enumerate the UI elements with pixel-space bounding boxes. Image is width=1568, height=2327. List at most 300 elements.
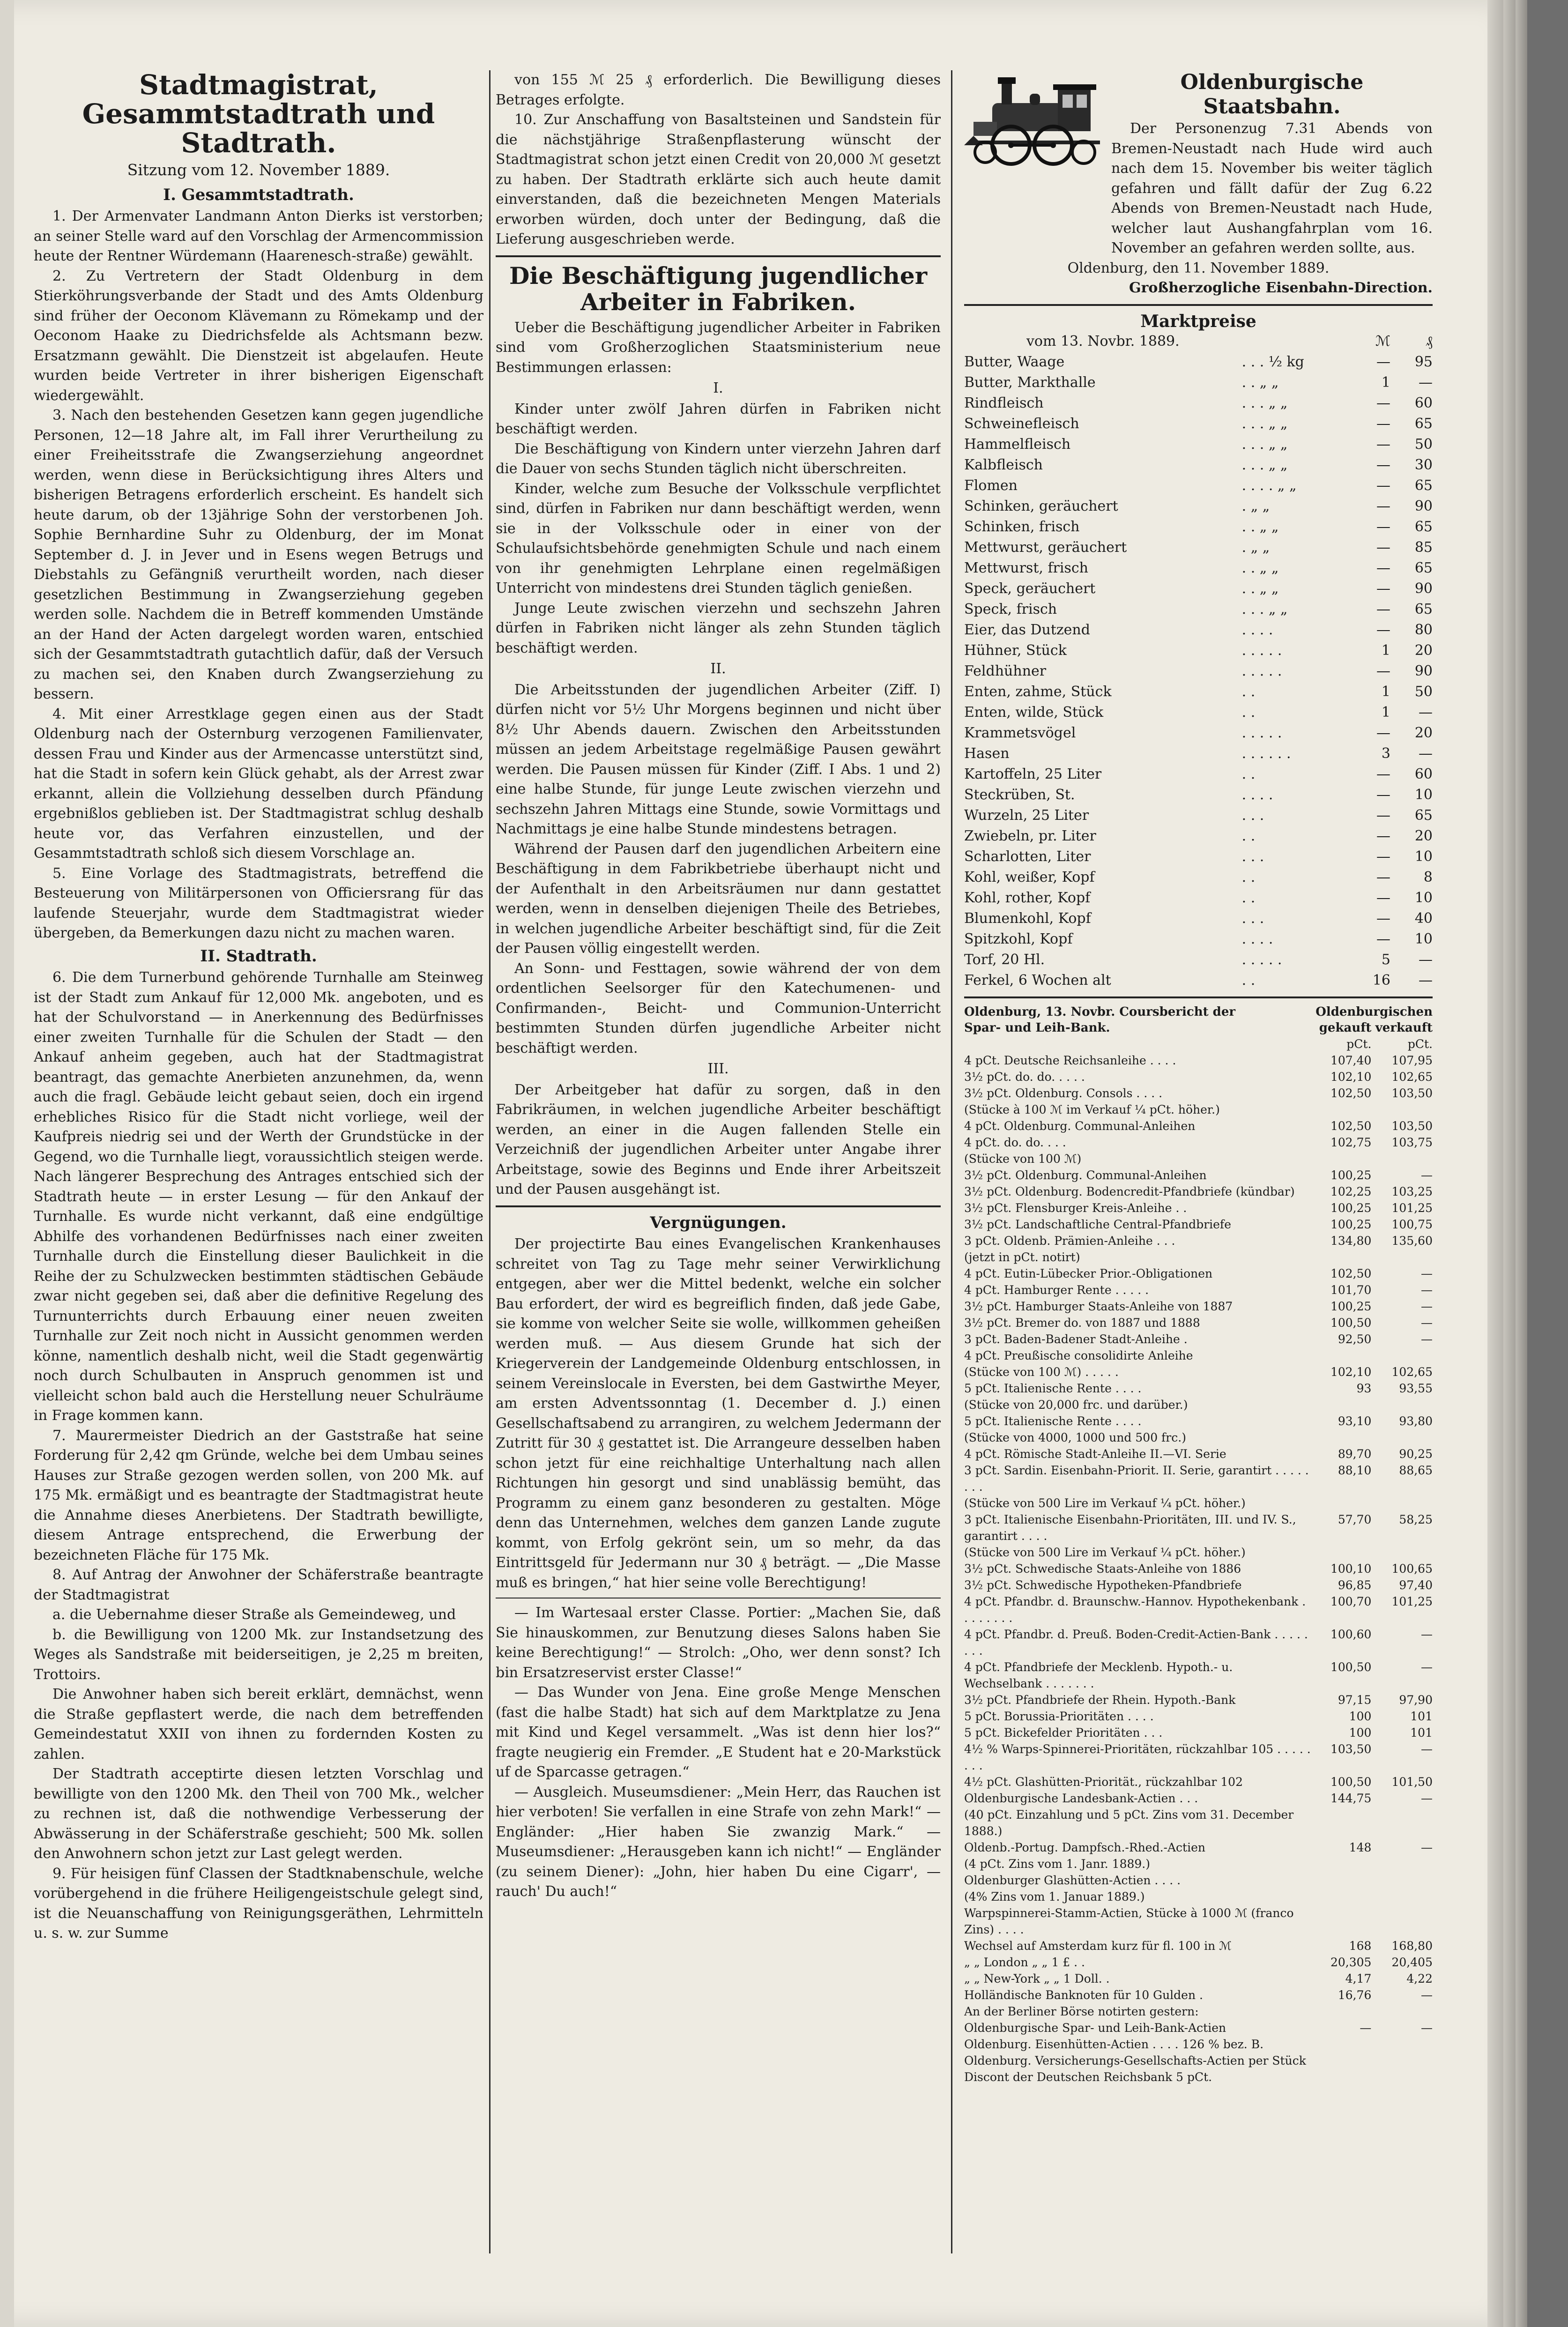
market-price-unit: . . . „ „ <box>1241 457 1288 473</box>
exchange-bought: 102,25 <box>1330 1185 1372 1198</box>
market-price-row <box>964 620 1433 640</box>
paragraph: Kinder unter zwölf Jahren dürfen in Fabriken nicht beschäftigt werden. <box>496 401 941 437</box>
paragraph: 2. Zu Vertretern der Stadt Oldenburg in dem Stierköhrungsverbande der Stadt und des Amts Oldenburg sind früher der Oeconom Klävemann zu Römekamp und der Oeconom Haake zu Diedrichsfelde als Achtsmann bezw. Ersatzmann gewählt. Die Dienstzeit ist abgelaufen. Heute wurden beide Vertreter in ihrer bisherigen Eigenschaft wiedergewählt. <box>34 268 483 404</box>
market-price-item: Flomen <box>964 477 1018 494</box>
exchange-rate-row <box>964 1774 1433 1790</box>
exchange-sold: 20,405 <box>1391 1955 1433 1969</box>
exchange-rate-row <box>964 1708 1433 1725</box>
market-price-mark: — <box>1376 519 1390 535</box>
exchange-bought: 93,10 <box>1338 1414 1372 1428</box>
exchange-sold: — <box>1421 1660 1433 1674</box>
exchange-bought: 101,70 <box>1330 1283 1372 1297</box>
exchange-rate-row <box>964 1085 1433 1101</box>
exchange-bought: 144,75 <box>1330 1792 1372 1805</box>
exchange-sold: 93,55 <box>1399 1382 1433 1395</box>
exchange-security: 5 pCt. Bickefelder Prioritäten . . . <box>964 1726 1163 1740</box>
exchange-rate-row <box>964 1954 1433 1970</box>
paragraph-group <box>34 968 483 1944</box>
market-price-item: Butter, Markthalle <box>964 374 1096 391</box>
exchange-security: 3½ pCt. do. do. . . . . <box>964 1070 1085 1084</box>
exchange-bought <box>1315 1544 1371 1561</box>
market-price-mark: 5 <box>1381 952 1390 968</box>
paragraph-group <box>496 680 941 1059</box>
market-price-unit: . . <box>1241 972 1256 989</box>
exchange-bought <box>1315 1429 1371 1446</box>
exchange-report-heading-right: Oldenburgischen <box>1315 1005 1433 1019</box>
market-price-mark: — <box>1376 910 1390 927</box>
exchange-security: 4 pCt. Deutsche Reichsanleihe . . . . <box>964 1054 1176 1067</box>
market-price-row <box>964 372 1433 393</box>
exchange-bought: 100,25 <box>1330 1300 1372 1313</box>
paragraph-group <box>496 1603 941 1902</box>
market-price-item: Krammetsvögel <box>964 725 1076 741</box>
market-price-pf: 40 <box>1414 910 1433 927</box>
exchange-bought: 107,40 <box>1330 1054 1372 1067</box>
paragraph-group <box>496 1080 941 1200</box>
exchange-bought: 88,10 <box>1338 1464 1372 1477</box>
paragraph: Der Stadtrath acceptirte diesen letzten Vorschlag und bewilligte von den 1200 Mk. den Theil von 700 Mk., welcher zu rechnen ist, daß die nothwendige Verbesserung der Abwässerung in der Schäferstraße geschieht; 500 Mk. sollen den Anwohnern schon jetzt zur Last gelegt werden. <box>34 1766 483 1862</box>
exchange-sold: 103,25 <box>1391 1185 1433 1198</box>
exchange-security: „ „ New-York „ „ 1 Doll. . <box>964 1972 1110 1985</box>
market-price-item: Schinken, frisch <box>964 519 1080 535</box>
exchange-security: (Stücke von 100 ℳ) <box>964 1152 1082 1166</box>
exchange-security: Wechsel auf Amsterdam kurz für fl. 100 in ℳ <box>964 1939 1232 1953</box>
exchange-sold: 101,50 <box>1391 1775 1433 1789</box>
exchange-rate-row <box>964 1101 1433 1118</box>
exchange-rate-row <box>964 2020 1433 2036</box>
market-price-row <box>964 640 1433 661</box>
market-price-row <box>964 682 1433 702</box>
exchange-security: (Stücke von 4000, 1000 und 500 frc.) <box>964 1431 1186 1444</box>
exchange-security: (jetzt in pCt. notirt) <box>964 1250 1080 1264</box>
market-price-pf: 60 <box>1414 766 1433 782</box>
market-price-row <box>964 970 1433 991</box>
exchange-sold <box>1371 1101 1433 1118</box>
exchange-bought <box>1315 2052 1371 2069</box>
paragraph: Junge Leute zwischen vierzehn und sechszehn Jahren dürfen in Fabriken nicht länger als zehn Stunden täglich beschäftigt werden. <box>496 600 941 656</box>
market-price-unit: . . „ „ <box>1241 374 1279 391</box>
exchange-security: 4 pCt. Oldenburg. Communal-Anleihen <box>964 1119 1196 1133</box>
exchange-bought: 100,60 <box>1330 1628 1372 1641</box>
market-price-row <box>964 455 1433 476</box>
market-price-pf: 20 <box>1414 828 1433 844</box>
market-price-pf: 65 <box>1414 601 1433 617</box>
market-price-item: Zwiebeln, pr. Liter <box>964 828 1096 844</box>
exchange-sold: — <box>1421 1267 1433 1280</box>
exchange-rate-row <box>964 1429 1433 1446</box>
exchange-rate-row <box>964 2052 1433 2069</box>
market-price-mark: 3 <box>1381 745 1390 762</box>
exchange-bought <box>1315 1347 1371 1364</box>
market-price-pf: 80 <box>1414 622 1433 638</box>
market-price-unit: . „ „ <box>1241 539 1270 556</box>
exchange-bought: 100,50 <box>1330 1316 1372 1330</box>
exchange-security: 3½ pCt. Oldenburg. Bodencredit-Pfandbriefe (kündbar) <box>964 1185 1295 1198</box>
market-price-row <box>964 393 1433 414</box>
market-price-mark: — <box>1376 807 1390 824</box>
market-price-mark: 1 <box>1381 642 1390 659</box>
exchange-rate-row <box>964 1987 1433 2003</box>
exchange-bought <box>1315 1397 1371 1413</box>
market-price-unit: . . . . <box>1241 931 1273 947</box>
currency-pfennig: ₰ <box>1426 333 1433 349</box>
column-rule <box>951 70 952 2253</box>
market-price-row <box>964 764 1433 785</box>
market-price-mark: — <box>1376 787 1390 803</box>
exchange-rate-row <box>964 1544 1433 1561</box>
exchange-security: 3½ pCt. Pfandbriefe der Rhein. Hypoth.-Bank <box>964 1693 1236 1707</box>
exchange-bought: 16,76 <box>1338 1988 1372 2002</box>
exchange-bought <box>1315 1872 1371 1888</box>
market-price-mark: — <box>1376 457 1390 473</box>
exchange-rate-row <box>964 2069 1433 2085</box>
market-price-item: Scharlotten, Liter <box>964 848 1091 865</box>
market-price-unit: . . <box>1241 890 1256 906</box>
exchange-sold: — <box>1421 1988 1433 2002</box>
market-price-mark: — <box>1376 931 1390 947</box>
notice-text: Der Personenzug 7.31 Abends von Bremen-Neustadt nach Hude wird auch nach dem 15. November bis weiter täglich gefahren und fällt dafür der Zug 6.22 Abends von Bremen-Neustadt nach Hude, welcher laut Aushangfahrplan vom 16. November an gefahren werden sollte, aus. <box>1111 120 1433 256</box>
market-price-pf: 65 <box>1414 560 1433 576</box>
market-price-row <box>964 785 1433 805</box>
exchange-sold: 102,65 <box>1391 1070 1433 1084</box>
notice-date: Oldenburg, den 11. November 1889. <box>1067 260 1330 276</box>
col-sold: verkauft <box>1375 1021 1433 1035</box>
market-price-unit: . . . „ „ <box>1241 601 1288 617</box>
exchange-rate-row <box>964 1282 1433 1298</box>
market-price-mark: — <box>1376 890 1390 906</box>
market-price-item: Speck, geräuchert <box>964 580 1096 597</box>
railway-notice <box>964 70 1433 259</box>
exchange-bought: 20,305 <box>1330 1955 1372 1969</box>
exchange-rate-row <box>964 1167 1433 1183</box>
exchange-bought: — <box>1360 2021 1372 2035</box>
exchange-sold: 135,60 <box>1391 1234 1433 1248</box>
divider <box>496 1205 941 1207</box>
market-price-unit: . . . „ „ <box>1241 436 1288 453</box>
market-price-mark: — <box>1376 622 1390 638</box>
paragraph: — Im Wartesaal erster Classe. Portier: „Machen Sie, daß Sie hinauskommen, zur Benutzung dieses Salons haben Sie keine Berechtigung!“ — Strolch: „Oho, wer denn sonst? Ich bin Ersatzreservist erster Classe!“ <box>496 1605 941 1681</box>
market-price-pf: 65 <box>1414 519 1433 535</box>
exchange-bought: 102,75 <box>1330 1136 1372 1149</box>
market-price-unit: . . . <box>1241 910 1264 927</box>
market-price-pf: 50 <box>1414 684 1433 700</box>
exchange-security: 5 pCt. Italienische Rente . . . . <box>964 1414 1142 1428</box>
exchange-sold <box>1371 1888 1433 1905</box>
exchange-rate-row <box>964 1397 1433 1413</box>
market-price-item: Blumenkohl, Kopf <box>964 910 1091 927</box>
market-price-unit: . . . . . . <box>1241 745 1291 762</box>
market-price-row <box>964 702 1433 723</box>
roman-numeral: III. <box>707 1061 729 1077</box>
market-price-pf: — <box>1419 972 1433 989</box>
market-price-unit: . . „ „ <box>1241 580 1279 597</box>
market-price-item: Rindfleisch <box>964 395 1044 411</box>
exchange-rate-row <box>964 1495 1433 1511</box>
paragraph: Die Beschäftigung von Kindern unter vierzehn Jahren darf die Dauer von sechs Stunden täglich nicht überschreiten. <box>496 440 941 477</box>
market-price-unit: . . <box>1241 684 1256 700</box>
exchange-security: 4 pCt. Pfandbr. d. Preuß. Boden-Credit-Actien-Bank . . . . . . . . <box>964 1628 1308 1658</box>
exchange-rate-row <box>964 1692 1433 1708</box>
exchange-bought <box>1315 1249 1371 1265</box>
market-price-pf: — <box>1419 704 1433 721</box>
market-price-row <box>964 661 1433 682</box>
notice-title: Oldenburgische Staatsbahn. <box>1180 70 1364 119</box>
roman-numeral: I. <box>713 380 723 396</box>
exchange-security: 4 pCt. Römische Stadt-Anleihe II.—VI. Serie <box>964 1447 1226 1461</box>
market-price-pf: 10 <box>1414 890 1433 906</box>
exchange-bought: 100,50 <box>1330 1775 1372 1789</box>
market-price-unit: . „ „ <box>1241 498 1270 514</box>
market-price-unit: . . <box>1241 869 1256 885</box>
exchange-security: 4½ pCt. Glashütten-Priorität., rückzahlbar 102 <box>964 1775 1243 1789</box>
market-price-mark: — <box>1376 601 1390 617</box>
market-price-pf: 30 <box>1414 457 1433 473</box>
exchange-rate-row <box>964 1069 1433 1085</box>
market-price-item: Enten, wilde, Stück <box>964 704 1104 721</box>
exchange-sold: — <box>1421 1316 1433 1330</box>
paragraph: Kinder, welche zum Besuche der Volksschule verpflichtet sind, dürfen in Fabriken nur dann beschäftigt werden, wenn sie in der Volksschule oder in einer von der Schulaufsichtsbehörde genehmigten Schule und nach einem von ihr genehmigten Lehrplane einen regelmäßigen Unterricht von mindestens drei Stunden täglich genießen. <box>496 480 941 596</box>
market-price-pf: 10 <box>1414 848 1433 865</box>
exchange-security: (4 pCt. Zins vom 1. Janr. 1889.) <box>964 1857 1150 1871</box>
market-price-item: Kohl, weißer, Kopf <box>964 869 1095 885</box>
exchange-bought: 4,17 <box>1345 1972 1372 1985</box>
divider <box>496 255 941 257</box>
market-price-item: Hühner, Stück <box>964 642 1067 659</box>
exchange-sold: — <box>1421 1332 1433 1346</box>
exchange-bought: 89,70 <box>1338 1447 1372 1461</box>
market-price-item: Schinken, geräuchert <box>964 498 1118 514</box>
exchange-security: 4½ % Warps-Spinnerei-Prioritäten, rückzahlbar 105 . . . . . . . . <box>964 1742 1311 1772</box>
exchange-sold: 90,25 <box>1399 1447 1433 1461</box>
exchange-security: 4 pCt. Preußische consolidirte Anleihe <box>964 1349 1193 1362</box>
paragraph: b. die Bewilligung von 1200 Mk. zur Instandsetzung des Weges als Sandstraße mit beiderseitigen, je 2,25 m breiten, Trottoirs. <box>34 1626 483 1683</box>
column-city-council <box>34 70 483 2253</box>
market-price-row <box>964 496 1433 517</box>
divider <box>964 304 1433 306</box>
exchange-sold: 103,50 <box>1391 1086 1433 1100</box>
exchange-sold <box>1371 1151 1433 1167</box>
paragraph: 9. Für heisigen fünf Classen der Stadtknabenschule, welche vorübergehend in die frühere Heiligengeistschule gelegt sind, ist die Neuanschaffung von Reinigungsgeräthen, Lehrmitteln u. s. w. zur Summe <box>34 1865 483 1941</box>
exchange-rate-row <box>964 1380 1433 1397</box>
exchange-report-bank: Spar- und Leih-Bank. <box>964 1021 1110 1035</box>
exchange-sold: 58,25 <box>1399 1513 1433 1526</box>
market-price-pf: 65 <box>1414 807 1433 824</box>
market-price-mark: — <box>1376 498 1390 514</box>
market-price-row <box>964 517 1433 537</box>
exchange-security: (Stücke von 100 ℳ) . . . . . <box>964 1365 1119 1379</box>
exchange-security: 3 pCt. Sardin. Eisenbahn-Priorit. II. Serie, garantirt . . . . . . . . <box>964 1464 1309 1494</box>
market-price-row <box>964 352 1433 372</box>
exchange-sold: 101 <box>1410 1710 1433 1723</box>
exchange-sold: 100,65 <box>1391 1562 1433 1576</box>
market-price-unit: . . . . . <box>1241 725 1282 741</box>
exchange-sold: 101 <box>1410 1726 1433 1740</box>
market-price-row <box>964 805 1433 826</box>
exchange-rate-row <box>964 1905 1433 1938</box>
market-price-mark: — <box>1376 869 1390 885</box>
market-price-unit: . . <box>1241 766 1256 782</box>
exchange-rate-row <box>964 1593 1433 1626</box>
market-price-item: Mettwurst, frisch <box>964 560 1089 576</box>
exchange-bought <box>1315 2069 1371 2085</box>
market-price-pf: 8 <box>1423 869 1433 885</box>
divider <box>964 996 1433 998</box>
exchange-security: 4 pCt. Pfandbr. d. Braunschw.-Hannov. Hypothekenbank . . . . . . . . <box>964 1595 1306 1625</box>
exchange-bought: 100,25 <box>1330 1218 1372 1231</box>
exchange-sold: — <box>1421 1283 1433 1297</box>
exchange-security: 5 pCt. Borussia-Prioritäten . . . . <box>964 1710 1154 1723</box>
market-price-unit: . . . . „ „ <box>1241 477 1297 494</box>
exchange-sold: 101,25 <box>1391 1595 1433 1608</box>
exchange-rate-row <box>964 1725 1433 1741</box>
exchange-security: An der Berliner Börse notirten gestern: <box>964 2005 1199 2018</box>
market-price-mark: — <box>1376 436 1390 453</box>
market-prices-table <box>964 331 1433 991</box>
exchange-sold <box>1371 1905 1433 1938</box>
section-heading: I. Gesammtstadtrath. <box>163 185 354 204</box>
paragraph: Ueber die Beschäftigung jugendlicher Arbeiter in Fabriken sind vom Großherzoglichen Staatsministerium neue Bestimmungen erlassen: <box>496 319 941 376</box>
article-title: Die Beschäftigung jugendlicher Arbeiter in Fabriken. <box>509 261 928 316</box>
market-price-pf: 20 <box>1414 642 1433 659</box>
page-edge <box>1487 0 1503 2327</box>
exchange-security: Oldenburg. Versicherungs-Gesellschafts-Actien per Stück <box>964 2054 1306 2067</box>
col-bought: gekauft <box>1319 1021 1372 1035</box>
exchange-sold: 168,80 <box>1391 1939 1433 1953</box>
column-youth-labor <box>496 70 941 2253</box>
exchange-security: Oldenb.-Portug. Dampfsch.-Rhed.-Actien <box>964 1841 1205 1854</box>
paragraph: Die Anwohner haben sich bereit erklärt, demnächst, wenn die Straße gepflastert werde, die nach dem betreffenden Gemeindestatut XXII von ihnen zu fordernden Kosten zu zahlen. <box>34 1686 483 1762</box>
exchange-rate-row <box>964 1118 1433 1134</box>
exchange-rate-row <box>964 1511 1433 1544</box>
market-price-mark: — <box>1376 395 1390 411</box>
paragraph: — Ausgleich. Museumsdiener: „Mein Herr, das Rauchen ist hier verboten! Sie verfallen in eine Strafe von zehn Mark!“ — Engländer: „Hier haben Sie zwanzig Mark.“ — Museumsdiener: „Herausgeben kann ich nicht!“ — Engländer (zu seinem Diener): „John, hier haben Du eine Cigarr', — rauch' Du auch!“ <box>496 1784 941 1900</box>
exchange-rate-row <box>964 1347 1433 1364</box>
exchange-rate-row <box>964 1134 1433 1151</box>
market-price-pf: 65 <box>1414 477 1433 494</box>
exchange-sold <box>1371 1544 1433 1561</box>
exchange-security: 3 pCt. Baden-Badener Stadt-Anleihe . <box>964 1332 1188 1346</box>
exchange-sold: 97,40 <box>1399 1578 1433 1592</box>
exchange-security: 3½ pCt. Oldenburg. Consols . . . . <box>964 1086 1163 1100</box>
exchange-sold: 100,75 <box>1391 1218 1433 1231</box>
paragraph: 6. Die dem Turnerbund gehörende Turnhalle am Steinweg ist der Stadt zum Ankauf für 12,000 Mk. angeboten, und es hat der Schulvorstand — in Anerkennung des Bedürfnisses einer zweiten Turnhalle für die Schulen der Stadt — den Ankauf anheim gegeben, auch hat der Stadtmagistrat beantragt, das gemachte Anerbieten anzunehmen, da, wenn auch die fragl. Gebäude leicht gebaut seien, doch ein irgend erhebliches Risico für die Stadt nicht vorliege, weil der Kaufpreis niedrig sei und der Werth der Grundstücke in der Gegend, wo die Turnhalle liegt, voraussichtlich steigen werde. Nach längerer Besprechung des Antrages entschied sich der Stadtrath heute — in erster Lesung — für den Ankauf der Turnhalle. Es wurde nicht verkannt, daß eine endgültige Abhilfe des vorhandenen Bedürfnisses nach einer zweiten Turnhalle durch die Einstellung dieser Baulichkeit in die Reihe der zu Schulzwecken bestimmten städtischen Gebäude zwar nicht gegeben sei, daß aber die definitive Regelung des Turnunterrichts durch Erbauung einer neuen zweiten Turnhalle zur Zeit noch nicht in Aussicht genommen werden könne, namentlich deshalb nicht, weil die Stadt gegenwärtig noch durch Schulbauten in Anspruch genommen ist und vielleicht schon bald auch die Herstellung neuer Schulräume in Frage kommen kann. <box>34 969 483 1424</box>
market-price-mark: 1 <box>1381 374 1390 391</box>
exchange-bought <box>1315 1807 1371 1839</box>
market-price-row <box>964 950 1433 970</box>
exchange-bought: 92,50 <box>1338 1332 1372 1346</box>
exchange-security: (Stücke von 500 Lire im Verkauf ¼ pCt. höher.) <box>964 1546 1246 1559</box>
exchange-bought: 102,50 <box>1330 1119 1372 1133</box>
exchange-security: 4 pCt. Pfandbriefe der Mecklenb. Hypoth.- u. Wechselbank . . . . . . . <box>964 1660 1233 1690</box>
exchange-sold <box>1371 1495 1433 1511</box>
paragraph-group <box>34 207 483 944</box>
exchange-sold: 101,25 <box>1391 1201 1433 1215</box>
market-price-item: Steckrüben, St. <box>964 787 1075 803</box>
market-price-row <box>964 599 1433 620</box>
exchange-sold <box>1371 1807 1433 1839</box>
exchange-rate-row <box>964 1577 1433 1593</box>
market-price-unit: . . . . . <box>1241 663 1282 679</box>
market-price-row <box>964 476 1433 496</box>
exchange-security: 3½ pCt. Hamburger Staats-Anleihe von 1887 <box>964 1300 1233 1313</box>
market-price-item: Mettwurst, geräuchert <box>964 539 1127 556</box>
section-heading: Vergnügungen. <box>650 1213 787 1232</box>
exchange-sold: — <box>1421 1841 1433 1854</box>
exchange-security: 3½ pCt. Bremer do. von 1887 und 1888 <box>964 1316 1200 1330</box>
exchange-security: 3½ pCt. Oldenburg. Communal-Anleihen <box>964 1168 1207 1182</box>
market-price-unit: . . „ „ <box>1241 560 1279 576</box>
market-price-row <box>964 537 1433 558</box>
exchange-security: Holländische Banknoten für 10 Gulden . <box>964 1988 1203 2002</box>
exchange-security: 3 pCt. Oldenb. Prämien-Anleihe . . . <box>964 1234 1175 1248</box>
exchange-rate-row <box>964 1741 1433 1774</box>
market-price-mark: 1 <box>1381 684 1390 700</box>
exchange-bought: 134,80 <box>1330 1234 1372 1248</box>
page-edge <box>1516 0 1527 2327</box>
market-price-mark: — <box>1376 539 1390 556</box>
market-price-pf: 85 <box>1414 539 1433 556</box>
exchange-sold: 4,22 <box>1406 1972 1433 1985</box>
exchange-rate-row <box>964 1856 1433 1872</box>
market-price-pf: 10 <box>1414 931 1433 947</box>
exchange-rate-row <box>964 1839 1433 1856</box>
exchange-rate-row <box>964 2036 1433 2052</box>
exchange-bought: 102,50 <box>1330 1086 1372 1100</box>
exchange-security: 3½ pCt. Flensburger Kreis-Anleihe . . <box>964 1201 1187 1215</box>
market-price-pf: 20 <box>1414 725 1433 741</box>
market-price-unit: . . . ½ kg <box>1241 354 1304 370</box>
exchange-rate-row <box>964 1364 1433 1380</box>
exchange-rate-row <box>964 1888 1433 1905</box>
market-price-row <box>964 434 1433 455</box>
market-price-pf: — <box>1419 952 1433 968</box>
exchange-security: Warpspinnerei-Stamm-Actien, Stücke à 1000 ℳ (franco Zins) . . . . <box>964 1906 1294 1936</box>
exchange-rate-row <box>964 1790 1433 1807</box>
exchange-security: (Stücke von 500 Lire im Verkauf ¼ pCt. höher.) <box>964 1496 1246 1510</box>
exchange-bought <box>1315 1495 1371 1511</box>
exchange-bought: 103,50 <box>1330 1742 1372 1756</box>
market-price-row <box>964 414 1433 434</box>
col-pct: pCt. <box>1346 1037 1372 1051</box>
locomotive-icon <box>964 70 1105 173</box>
article-title: Stadtmagistrat, Gesammtstadtrath und Stadtrath. <box>82 70 435 159</box>
exchange-security: 4 pCt. do. do. . . . <box>964 1136 1066 1149</box>
market-price-unit: . . . <box>1241 807 1264 824</box>
paragraph: An Sonn- und Festtagen, sowie während der von dem ordentlichen Seelsorger für den Katechumenen- und Confirmanden-, Beicht- und Communion-Unterricht bestimmten Stunden dürfen jugendliche Arbeiter nicht beschäftigt werden. <box>496 960 941 1056</box>
paragraph: 8. Auf Antrag der Anwohner der Schäferstraße beantragte der Stadtmagistrat <box>34 1567 483 1603</box>
market-price-pf: 90 <box>1414 663 1433 679</box>
exchange-sold: 107,95 <box>1391 1054 1433 1067</box>
exchange-sold: 102,65 <box>1391 1365 1433 1379</box>
exchange-rate-row <box>964 2003 1433 2020</box>
exchange-rate-row <box>964 1446 1433 1462</box>
market-price-mark: — <box>1376 580 1390 597</box>
market-price-item: Kartoffeln, 25 Liter <box>964 766 1102 782</box>
roman-numeral: II. <box>710 661 726 677</box>
exchange-security: Discont der Deutschen Reichsbank 5 pCt. <box>964 2070 1212 2084</box>
market-price-pf: — <box>1419 745 1433 762</box>
exchange-bought: 102,10 <box>1330 1070 1372 1084</box>
exchange-rate-row <box>964 1315 1433 1331</box>
exchange-sold <box>1371 1249 1433 1265</box>
market-price-unit: . . . . . <box>1241 952 1282 968</box>
market-price-pf: 90 <box>1414 580 1433 597</box>
market-price-item: Spitzkohl, Kopf <box>964 931 1073 947</box>
exchange-bought: 102,10 <box>1330 1365 1372 1379</box>
exchange-rate-row <box>964 1970 1433 1987</box>
exchange-security: 3½ pCt. Schwedische Staats-Anleihe von 1886 <box>964 1562 1241 1576</box>
exchange-report-heading: Oldenburg, 13. Novbr. Coursbericht der <box>964 1005 1236 1019</box>
